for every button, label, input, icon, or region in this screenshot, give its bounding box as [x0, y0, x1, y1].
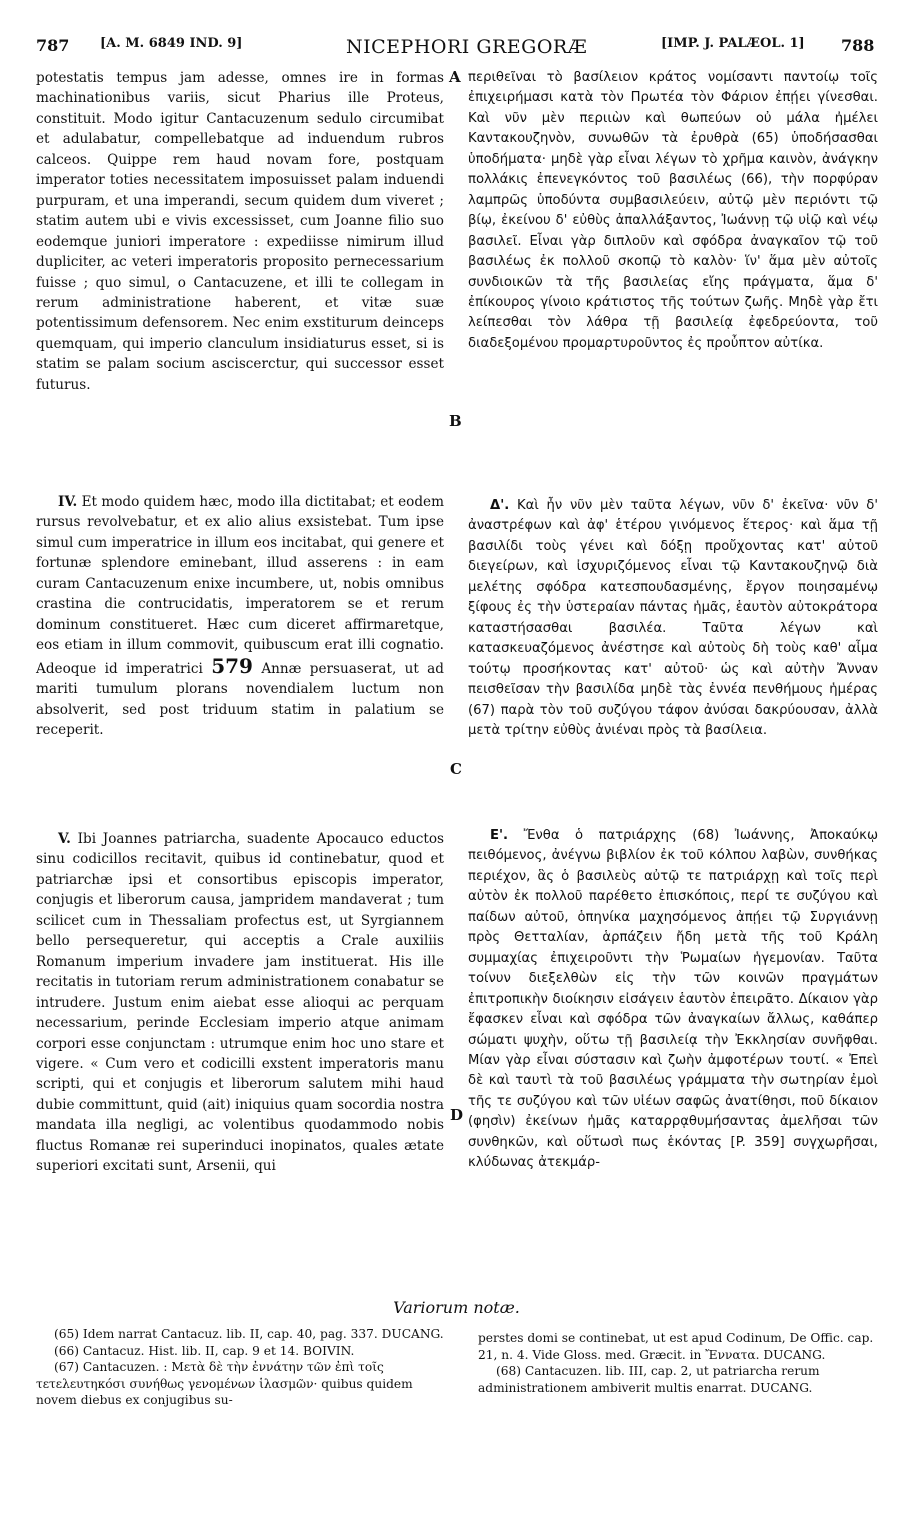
footnote: (68) Cantacuzen. lib. III, cap. 2, ut patriarcha rerum administrationem ambiverit multis enarrat. DUCANG.: [478, 1364, 820, 1395]
greek-section-v: [468, 826, 878, 1174]
header-date-bracket: [A. M. 6849 IND. 9]: [100, 36, 243, 51]
greek-text: Καὶ ἦν νῦν μὲν ταῦτα λέγων, νῦν δ' ἐκεῖνα· νῦν δ' ἀναστρέφων καὶ ἀφ' ἑτέρου γινόμενος ἕτερος· καὶ ἅμα τῇ βασιλίδι τοὺς γένει καὶ δόξῃ προὔχοντας κατ' αὐτοῦ διεγείρων, καὶ ἰσχυριζόμενος εἶναι τῷ Καντακουζηνῷ διὰ μελέτης σφόδρα κατεσπουδασμένης, ἔργον ποιησαμένῳ ξίφους ἐς τὴν ὑστεραίαν πάντας ἡμᾶς, ἑαυτὸν αὐτοκράτορα καταστήσασθαι βασιλέα. Ταῦτα λέγων καὶ κατασκευαζόμενος ἀνέστησε καὶ αὐτοὺς δὴ τοὺς καθ' αἷμα τούτῳ προσήκοντας κατ' αὐτοῦ· ὡς καὶ αὐτὴν Ἄνναν πεισθεῖσαν τὴν βασιλίδα μηδὲ τὰς ἐννέα πενθήμους ἡμέρας (67) παρὰ τὸν τοῦ συζύγου τάφον ἀνύσαι δακρύουσαν, ἀλλὰ μετὰ τρίτην εὐθὺς ἀνιέναι πρὸς τὰ βασίλεια.: [468, 498, 878, 738]
footnote: (66) Cantacuz. Hist. lib. II, cap. 9 et 14. BOIVIN.: [54, 1343, 355, 1358]
header-emperor-bracket: [IMP. J. PALÆOL. 1]: [661, 36, 805, 51]
footnote: (67) Cantacuzen. : Μετὰ δὲ τὴν ἐννάτην τῶν ἐπὶ τοῖς τετελευτηκόσι συνήθως γενομένων ἱλασμῶν· quibus quidem novem diebus ex conjugibus su-: [36, 1360, 413, 1408]
latin-text: Ibi Joannes patriarcha, suadente Apocauco eductos sinu codicillos recitavit, quibus id continebatur, quod et patriarchæ ipsi et consortibus episcopis imperator, conjugis et liberorum causa, jampridem mandaverat ; tum scilicet cum in Thessaliam profectus est, ut Syrgiannem bello persequeretur, qui acceptis a Crale auxiliis Romanum imperium invadere jam instituerat. His ille recitatis in tutoriam rerum administrationem conabatur se intrudere. Justum enim aiebat esse alioqui ac perquam necessarium, perinde Ecclesiam imperio atque animam corpori esse conjunctam : utrumque enim hoc uno stare et vigere. « Cum vero et codicilli exstent imperatoris manu scripti, qui et conjugis et liberorum salutem mihi haud dubie committunt, quid (ait) iniquius quam socordia nostra mandata illa negligi, ac volentibus quodammodo nobis fluctus Romanæ rei superinduci inopinatos, quales ætate superiori excitati sunt, Arsenii, qui: [36, 831, 444, 1175]
greek-section-iii: [468, 68, 878, 354]
page-number-left: 787: [36, 36, 70, 55]
latin-paragraph: [36, 829, 444, 1177]
latin-text: Annæ persuaserat, ut ad mariti tumulum plorans novendialem luctum non absolverit, sed post triduum statim in palatium se receperit.: [36, 660, 444, 738]
margin-marker-b: B: [449, 412, 462, 430]
latin-text: Et modo quidem hæc, modo illa dictitabat; et eodem rursus revolvebatur, et ex alio alius exsistebat. Tum ipse simul cum imperatrice in illum eos incitabat, qui genere et fortunæ splendore eminebant, illud asserens : in eam curam Cantacuzenum enixe incumbere, ut, nobis omnibus crastina die contrucidatis, imperatorem se et rerum dominum constitueret. Hæc cum diceret affirmaretque, eos etiam in illum commovit, quibuscum erat illi cognatio. Adeoque id imperatrici: [36, 494, 444, 677]
margin-marker-d: D: [450, 1106, 464, 1124]
section-number: IV.: [58, 494, 78, 510]
section-number: Ε'.: [490, 828, 509, 843]
section-number: Δ'.: [490, 498, 510, 513]
margin-marker-a: A: [449, 68, 461, 86]
header-title: NICEPHORI GREGORÆ: [346, 36, 588, 58]
latin-paragraph: [36, 492, 444, 740]
greek-paragraph: [468, 496, 878, 741]
latin-section-iv: [36, 492, 444, 740]
latin-paragraph: potestatis tempus jam adesse, omnes ire in formas machinationibus variis, sicut Pharius ille Proteus, constituit. Modo igitur Cantacuzenum sedulo circumibat et adulabatur, compellebatque ad induendum rubros calceos. Quippe rem haud novam fore, postquam imperator toties necessitatem imposuisset palam induendi purpuram, et una imperandi, secum quidem dum viveret ; statim autem ubi e vivis excessisset, cum Joanne filio suo eodemque juniori imperatore : expediisse nimirum illud dupliciter, ac veteri imperatoris proposito pernecessarium fuisse ; quo simul, o Cantacuzene, et illi te collegam in rerum administratione haberent, et vitæ suæ potentissimum defensorem. Nec enim exstiturum deinceps quemquam, qui imperio clanculum insidiaturus esset, si is statim se palam socium asciscerctur, qui successor esset futurus.: [36, 70, 444, 393]
greek-paragraph: περιθεῖναι τὸ βασίλειον κράτος νομίσαντι παντοίῳ τοῖς ἐπιχειρήμασι κατὰ τὸν Πρωτέα τὸν Φάριον ἐπῄει γίνεσθαι. Καὶ νῦν μὲν περιιὼν καὶ θωπεύων οὐ μάλα ἠμέλει Καντακουζηνὸν, συνωθῶν τὰ ἐρυθρὰ (65) ὑποδήσασθαι ὑποδήματα· μηδὲ γὰρ εἶναι λέγων τὸ χρῆμα καινὸν, ἀνάγκην πολλάκις ἐπενεγκόντος τοῦ βασιλέως (66), τὴν πορφύραν λαμπρῶς ὑποδύντα συμβασιλεύειν, αὐτῷ μὲν περιόντι τῷ βίῳ, ἐκείνου δ' εὐθὺς ἀπαλλάξαντος, Ἰωάννῃ τῷ υἱῷ καὶ νέῳ βασιλεῖ. Εἶναι γὰρ διπλοῦν καὶ σφόδρα ἀναγκαῖον τῷ τοῦ βασιλέως ἐκ πολλοῦ σκοπῷ τὸ καλὸν· ἵν' ἅμα μὲν αὐτοῖς συνδιοικῶν τὰ τῆς βασιλείας εἴης πράγματα, ἅμα δ' ἐπίκουρος γίνοιο κράτιστος τῆς τούτων ζωῆς. Μηδὲ γὰρ ἔτι λείπεσθαι τὸν λάθρα τῇ βασιλείᾳ ἐφεδρεύοντα, τοῦ διαδεξομένου προμαρτυροῦντος ἐς προὖπτον αὐτίκα.: [468, 70, 878, 351]
notes-left-column: [36, 1326, 454, 1409]
margin-page-number: 579: [211, 653, 253, 678]
page-number-right: 788: [841, 36, 875, 55]
footnote: (65) Idem narrat Cantacuz. lib. II, cap. 40, pag. 337. DUCANG.: [54, 1327, 444, 1341]
latin-section-v: [36, 829, 444, 1177]
margin-marker-c: C: [450, 760, 462, 778]
greek-text: Ἔνθα ὁ πατριάρχης (68) Ἰωάννης, Ἀποκαύκῳ πειθόμενος, ἀνέγνω βιβλίον ἐκ τοῦ κόλπου λαβὼν, συνθήκας περιέχον, ἃς ὁ βασιλεὺς αὐτῷ τε πατριάρχῃ καὶ τοῖς περὶ αὐτὸν ἐκ πολλοῦ παρέθετο ἐπισκόποις, περί τε συζύγου καὶ παίδων αὐτοῦ, ὁπηνίκα μαχησόμενος ἀπῄει τῷ Συργιάννῃ πρὸς Θετταλίαν, ἁρπάζειν ἤδη μετὰ τῆς τοῦ Κράλη συμμαχίας ἐπιχειροῦντι τὴν Ῥωμαίων ἡγεμονίαν. Ταῦτα τοίνυν διεξελθὼν εἰς τὴν τῶν κοινῶν πραγμάτων ἐπιτροπικὴν διοίκησιν εἰσάγειν ἑαυτὸν ἐπειρᾶτο. Δίκαιον γὰρ ἔφασκεν εἶναι καὶ σφόδρα τῶν ἀναγκαίων ἄλλως, καθάπερ σώματι ψυχὴν, οὕτω τῇ βασιλείᾳ τὴν Ἐκκλησίαν συνῆφθαι. Μίαν γὰρ εἶναι σύστασιν καὶ ζωὴν ἀμφοτέρων τουτί. « Ἐπεὶ δὲ καὶ ταυτὶ τὰ τοῦ βασιλέως γράμματα τὴν σωτηρίαν ἐμοὶ τῆς τε συζύγου καὶ τῶν υἱέων σαφῶς ἀνατίθησι, ποῦ δίκαιον (φησὶν) ἐκείνων ἡμᾶς καταρρᾳθυμήσαντας ἀμελῆσαι τῶν συνθηκῶν, καὶ οὕτωσὶ πως ἑκόντας [P. 359] συγχωρῆσαι, κλύδωνας ἀτεκμάρ-: [468, 828, 879, 1171]
footnote: perstes domi se continebat, ut est apud Codinum, De Offic. cap. 21, n. 4. Vide Gloss. med. Græcit. in Ἔννατα. DUCANG.: [478, 1331, 874, 1362]
greek-paragraph: [468, 826, 878, 1174]
latin-section-iii: [36, 68, 444, 395]
section-number: V.: [58, 831, 71, 847]
notes-heading: Variorum notæ.: [393, 1298, 520, 1317]
notes-right-column: [478, 1330, 878, 1396]
greek-section-iv: [468, 496, 878, 741]
running-header: [36, 36, 876, 64]
